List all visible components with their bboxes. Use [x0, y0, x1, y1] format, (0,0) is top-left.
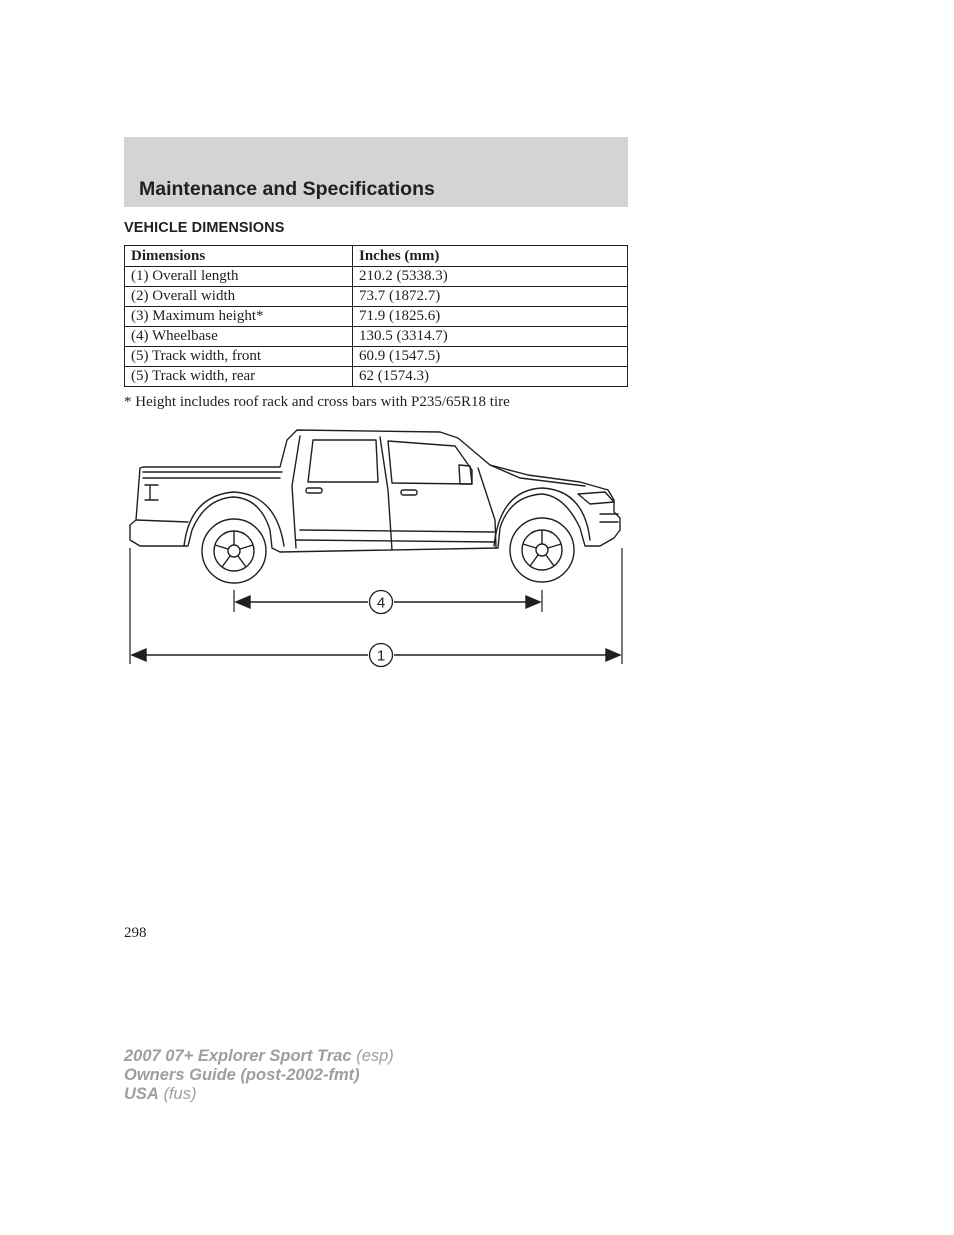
overall-length-callout-label: 1 [376, 647, 386, 665]
table-row [125, 307, 628, 327]
dimension-name: (5) Track width, rear [125, 367, 353, 387]
dimension-value: 71.9 (1825.6) [353, 307, 628, 327]
dimension-name: (5) Track width, front [125, 347, 353, 367]
section-title: Maintenance and Specifications [139, 178, 435, 200]
dimension-name: (1) Overall length [125, 267, 353, 287]
table-row [125, 267, 628, 287]
wheelbase-callout-label: 4 [376, 594, 386, 612]
document-footer [124, 1047, 394, 1104]
footer-model-code: (esp) [356, 1047, 394, 1065]
rear-wheel [202, 519, 266, 583]
door-lines [292, 436, 300, 548]
table-row [125, 367, 628, 387]
table-row [125, 347, 628, 367]
dimension-name: (4) Wheelbase [125, 327, 353, 347]
column-header-dimensions: Dimensions [125, 246, 353, 267]
dimension-name: (3) Maximum height* [125, 307, 353, 327]
column-header-inches-mm: Inches (mm) [353, 246, 628, 267]
vehicle-dimensions-heading: VEHICLE DIMENSIONS [124, 220, 285, 236]
headlight [578, 492, 614, 504]
dimension-value: 60.9 (1547.5) [353, 347, 628, 367]
footer-market-code: (fus) [163, 1085, 197, 1103]
height-footnote: * Height includes roof rack and cross bars with P235/65R18 tire [124, 394, 510, 410]
front-wheel [510, 518, 574, 582]
dimension-name: (2) Overall width [125, 287, 353, 307]
footer-guide: Owners Guide (post-2002-fmt) [124, 1066, 360, 1084]
vehicle-side-view-diagram [124, 420, 628, 670]
footer-model: 2007 07+ Explorer Sport Trac [124, 1047, 352, 1065]
table-row [125, 287, 628, 307]
footer-market: USA [124, 1085, 159, 1103]
page-number: 298 [124, 925, 147, 941]
dimension-value: 62 (1574.3) [353, 367, 628, 387]
section-header-band [124, 137, 628, 207]
dimensions-table [124, 245, 628, 387]
footer-line-3 [124, 1085, 394, 1104]
footer-line-1 [124, 1047, 394, 1066]
dimension-value: 130.5 (3314.7) [353, 327, 628, 347]
table-row [125, 327, 628, 347]
footer-line-2 [124, 1066, 394, 1085]
dimension-value: 73.7 (1872.7) [353, 287, 628, 307]
rear-window [308, 440, 378, 482]
table-header-row [125, 246, 628, 267]
dimension-value: 210.2 (5338.3) [353, 267, 628, 287]
